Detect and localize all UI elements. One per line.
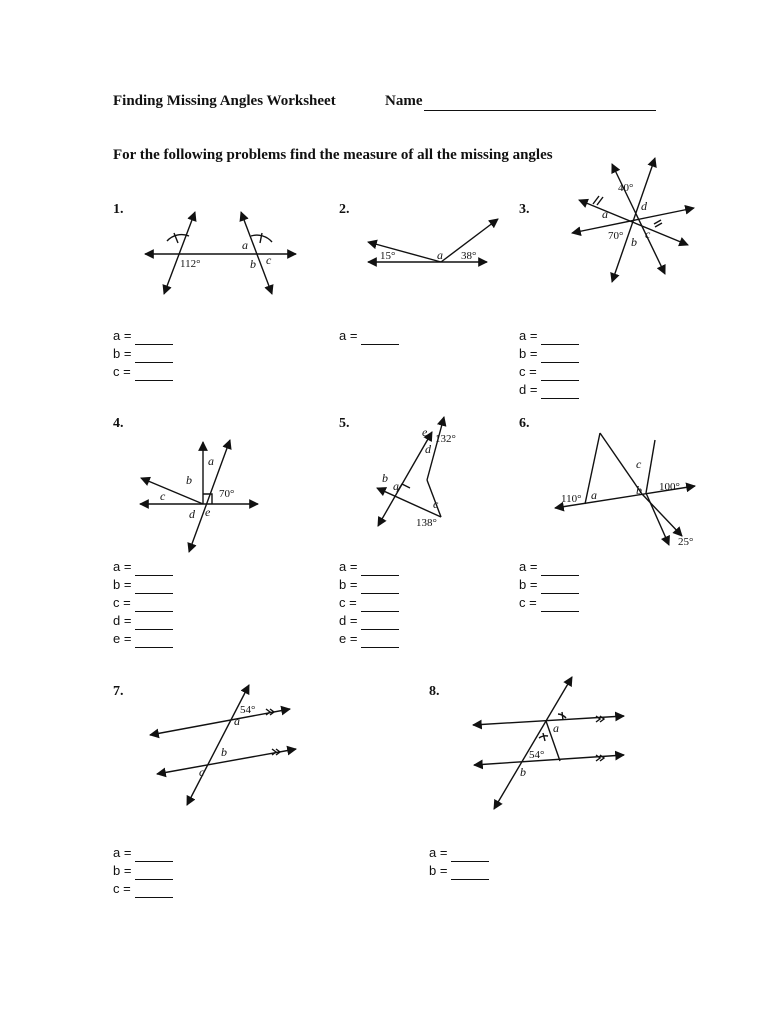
answer-row (113, 576, 173, 594)
answer-label: b = (519, 346, 538, 361)
answer-row (339, 576, 399, 594)
answer-label: a = (113, 328, 132, 343)
problem-3-diagram (572, 158, 694, 282)
problem-7-answers (113, 844, 173, 898)
answer-blank[interactable] (451, 868, 489, 880)
answer-row (519, 327, 579, 345)
p6-right-label: 100° (659, 481, 680, 493)
answer-row (339, 612, 399, 630)
p8-b-label: b (520, 765, 526, 779)
answer-blank[interactable] (135, 582, 173, 594)
answer-row (339, 558, 399, 576)
p4-e-label: e (205, 505, 211, 519)
p4-a-label: a (208, 454, 214, 468)
problem-6-answers (519, 558, 579, 612)
answer-label: a = (113, 845, 132, 860)
answer-blank[interactable] (361, 636, 399, 648)
p3-a-label: a (602, 207, 608, 221)
p5-c-label: c (433, 497, 439, 511)
problem-5-answers (339, 558, 399, 648)
answer-blank[interactable] (451, 850, 489, 862)
problem-3-number: 3. (519, 202, 530, 217)
p7-b-label: b (221, 745, 227, 759)
answer-row (113, 345, 173, 363)
answer-row (519, 381, 579, 399)
p1-angle-label: 112° (180, 258, 201, 270)
answer-row (339, 630, 399, 648)
answer-label: e = (339, 631, 358, 646)
problem-8-number: 8. (429, 684, 440, 699)
answer-label: b = (113, 346, 132, 361)
p1-c-label: c (266, 253, 272, 267)
answer-label: c = (519, 595, 537, 610)
answer-blank[interactable] (135, 618, 173, 630)
name-label: Name (385, 93, 423, 109)
answer-row (339, 594, 399, 612)
answer-blank[interactable] (361, 582, 399, 594)
problem-6-number: 6. (519, 416, 530, 431)
answer-row (113, 558, 173, 576)
answer-row (519, 363, 579, 381)
problem-8-diagram (473, 677, 624, 809)
answer-label: c = (113, 881, 131, 896)
p1-b-label: b (250, 257, 256, 271)
answer-blank[interactable] (361, 618, 399, 630)
answer-row (429, 862, 489, 880)
problem-4-number: 4. (113, 416, 124, 431)
p5-d-label: d (425, 442, 431, 456)
p3-left-label: 70° (608, 230, 624, 242)
answer-row (519, 558, 579, 576)
p3-c-label: c (645, 227, 651, 241)
answer-row (113, 363, 173, 381)
answer-row (519, 345, 579, 363)
answer-label: c = (113, 364, 131, 379)
answer-blank[interactable] (361, 333, 399, 345)
answer-label: d = (113, 613, 132, 628)
answer-label: d = (519, 382, 538, 397)
p8-angle-label: 54° (529, 749, 545, 761)
answer-blank[interactable] (541, 387, 579, 399)
answer-blank[interactable] (541, 333, 579, 345)
answer-label: a = (519, 559, 538, 574)
p8-a-label: a (553, 721, 559, 735)
answer-row (113, 612, 173, 630)
problem-2-number: 2. (339, 202, 350, 217)
p3-top-label: 40° (618, 182, 634, 194)
answer-blank[interactable] (135, 600, 173, 612)
problem-1-diagram (145, 212, 296, 294)
answer-label: c = (339, 595, 357, 610)
answer-blank[interactable] (361, 600, 399, 612)
answer-label: a = (339, 559, 358, 574)
answer-label: b = (113, 863, 132, 878)
answer-label: e = (113, 631, 132, 646)
answer-row (113, 844, 173, 862)
p2-right-label: 38° (461, 250, 477, 262)
p4-c-label: c (160, 489, 166, 503)
p5-a-label: a (393, 479, 399, 493)
p7-c-label: c (199, 765, 205, 779)
p5-e-label: e (422, 425, 428, 439)
problem-4-answers (113, 558, 173, 648)
p4-d-label: d (189, 507, 195, 521)
answer-blank[interactable] (361, 564, 399, 576)
answer-row (113, 630, 173, 648)
answer-blank[interactable] (135, 868, 173, 880)
instructions: For the following problems find the measure of all the missing angles (113, 147, 553, 163)
answer-row (113, 327, 173, 345)
problem-2-answers (339, 327, 399, 345)
answer-label: a = (113, 559, 132, 574)
p6-b-label: b (636, 483, 642, 497)
p3-d-label: d (641, 199, 647, 213)
p7-a-label: a (234, 714, 240, 728)
problem-8-answers (429, 844, 489, 880)
answer-blank[interactable] (135, 351, 173, 363)
problem-4-diagram (140, 440, 258, 552)
answer-row (113, 880, 173, 898)
problem-1-answers (113, 327, 173, 381)
answer-row (113, 594, 173, 612)
answer-blank[interactable] (541, 351, 579, 363)
answer-blank[interactable] (135, 564, 173, 576)
p6-c-label: c (636, 457, 642, 471)
answer-label: a = (339, 328, 358, 343)
p4-angle-label: 70° (219, 488, 235, 500)
p1-a-label: a (242, 238, 248, 252)
answer-row (519, 594, 579, 612)
p6-bottom-label: 25° (678, 536, 694, 548)
p6-a-label: a (591, 488, 597, 502)
p7-angle-label: 54° (240, 704, 256, 716)
answer-blank[interactable] (541, 582, 579, 594)
answer-label: a = (429, 845, 448, 860)
answer-blank[interactable] (135, 886, 173, 898)
answer-row (339, 327, 399, 345)
answer-blank[interactable] (541, 369, 579, 381)
problem-5-number: 5. (339, 416, 350, 431)
answer-blank[interactable] (541, 564, 579, 576)
p5-bottom-label: 138° (416, 517, 437, 529)
answer-row (113, 862, 173, 880)
p6-left-label: 110° (561, 493, 582, 505)
p2-left-label: 15° (380, 250, 396, 262)
answer-label: b = (339, 577, 358, 592)
answer-blank[interactable] (135, 369, 173, 381)
problem-3-answers (519, 327, 579, 399)
answer-label: b = (519, 577, 538, 592)
problem-1-number: 1. (113, 202, 124, 217)
problem-7-number: 7. (113, 684, 124, 699)
answer-label: b = (429, 863, 448, 878)
answer-row (429, 844, 489, 862)
answer-row (519, 576, 579, 594)
answer-label: c = (113, 595, 131, 610)
answer-label: d = (339, 613, 358, 628)
answer-blank[interactable] (541, 600, 579, 612)
answer-blank[interactable] (135, 850, 173, 862)
answer-label: a = (519, 328, 538, 343)
answer-blank[interactable] (135, 333, 173, 345)
answer-label: b = (113, 577, 132, 592)
p4-b-label: b (186, 473, 192, 487)
worksheet-title: Finding Missing Angles Worksheet (113, 93, 336, 109)
p5-b-label: b (382, 471, 388, 485)
answer-blank[interactable] (135, 636, 173, 648)
p5-top-label: 132° (435, 433, 456, 445)
answer-label: c = (519, 364, 537, 379)
p3-b-label: b (631, 235, 637, 249)
p2-a-label: a (437, 248, 443, 262)
